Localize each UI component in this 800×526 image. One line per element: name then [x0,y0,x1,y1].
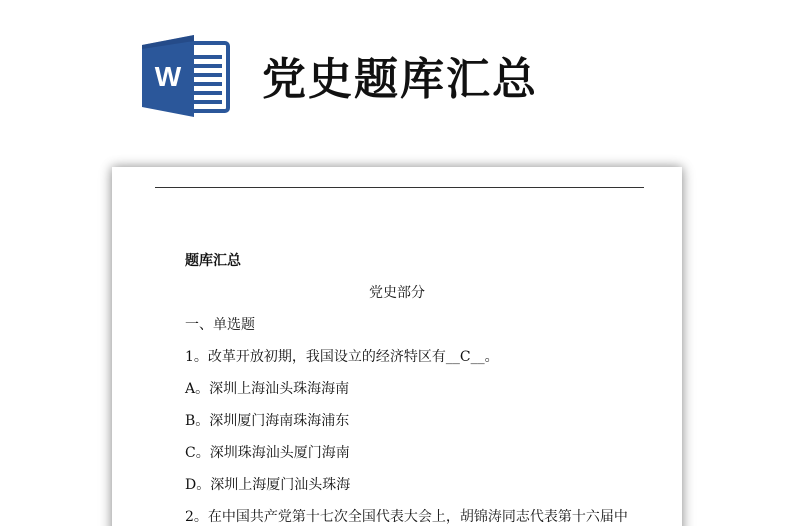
word-logo-letter: W [154,61,182,92]
option-1-a: A。深圳上海汕头珠海海南 [185,381,350,397]
word-app-icon [140,33,232,119]
part-heading: 一、单选题 [185,317,255,333]
section-title: 党史部分 [369,285,425,301]
header-rule [155,187,644,188]
question-2: 2。在中国共产党第十七次全国代表大会上，胡锦涛同志代表第十六届中 [185,509,628,525]
document-page [112,167,682,526]
banner-title: 党史题库汇总 [262,54,538,105]
option-1-d: D。深圳上海厦门汕头珠海 [185,477,351,493]
option-1-b: B。深圳厦门海南珠海浦东 [185,413,350,429]
document-heading: 题库汇总 [185,253,241,269]
option-1-c: C。深圳珠海汕头厦门海南 [185,445,350,461]
question-1: 1。改革开放初期，我国设立的经济特区有__C__。 [185,349,499,365]
